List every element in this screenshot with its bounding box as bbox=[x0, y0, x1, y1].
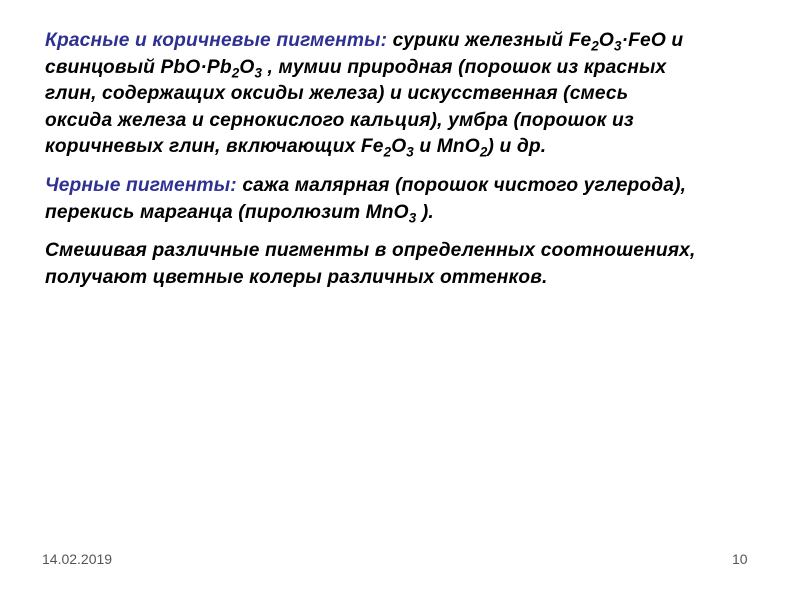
text-fragment: ) и др. bbox=[487, 136, 547, 158]
text-fragment: и MnO bbox=[413, 136, 480, 158]
paragraph-mixing bbox=[45, 238, 785, 291]
text-line: глин, содержащих оксиды железа) и искусственная (смесь bbox=[45, 83, 629, 105]
text-line bbox=[45, 28, 785, 55]
text-fragment: перекись марганца (пиролюзит MnO bbox=[45, 201, 409, 223]
text-line bbox=[45, 134, 785, 161]
text-line bbox=[45, 173, 785, 200]
text-fragment: свинцовый PbO·Pb bbox=[45, 56, 232, 78]
text-line bbox=[45, 200, 785, 227]
subscript: 2 bbox=[591, 38, 599, 54]
subscript: 2 bbox=[383, 145, 392, 161]
text-line: получают цветные колеры различных оттенков. bbox=[45, 266, 548, 288]
slide-content bbox=[45, 28, 785, 303]
text-fragment: , мумии природная (порошок из красных bbox=[262, 56, 667, 78]
text-fragment: сажа малярная (порошок чистого углерода), bbox=[236, 174, 687, 196]
paragraph-black-pigments bbox=[45, 173, 785, 226]
text-fragment: ). bbox=[416, 201, 434, 223]
subscript: 3 bbox=[406, 145, 414, 161]
text-fragment: O bbox=[239, 56, 255, 78]
footer-date: 14.02.2019 bbox=[42, 551, 113, 567]
text-fragment: ·FeO и bbox=[621, 30, 684, 51]
subscript: 3 bbox=[408, 210, 417, 226]
subscript: 3 bbox=[254, 65, 263, 81]
text-line: оксида железа и сернокислого кальция), умбра (порошок из bbox=[45, 109, 634, 131]
text-fragment: O bbox=[598, 30, 614, 51]
text-fragment: коричневых глин, включающих Fe bbox=[45, 136, 384, 158]
heading-red-brown-pigments: Красные и коричневые пигменты: bbox=[45, 30, 388, 51]
subscript: 2 bbox=[479, 145, 488, 161]
footer-page-number: 10 bbox=[732, 551, 748, 567]
paragraph-red-brown-pigments bbox=[45, 28, 785, 161]
text-line: Смешивая различные пигменты в определенных соотношениях, bbox=[45, 240, 696, 262]
subscript: 3 bbox=[614, 38, 622, 54]
text-line bbox=[45, 55, 785, 82]
text-fragment: сурики железный Fe bbox=[387, 30, 592, 51]
text-fragment: O bbox=[391, 136, 407, 158]
heading-black-pigments: Черные пигменты: bbox=[45, 174, 237, 196]
subscript: 2 bbox=[231, 65, 240, 81]
